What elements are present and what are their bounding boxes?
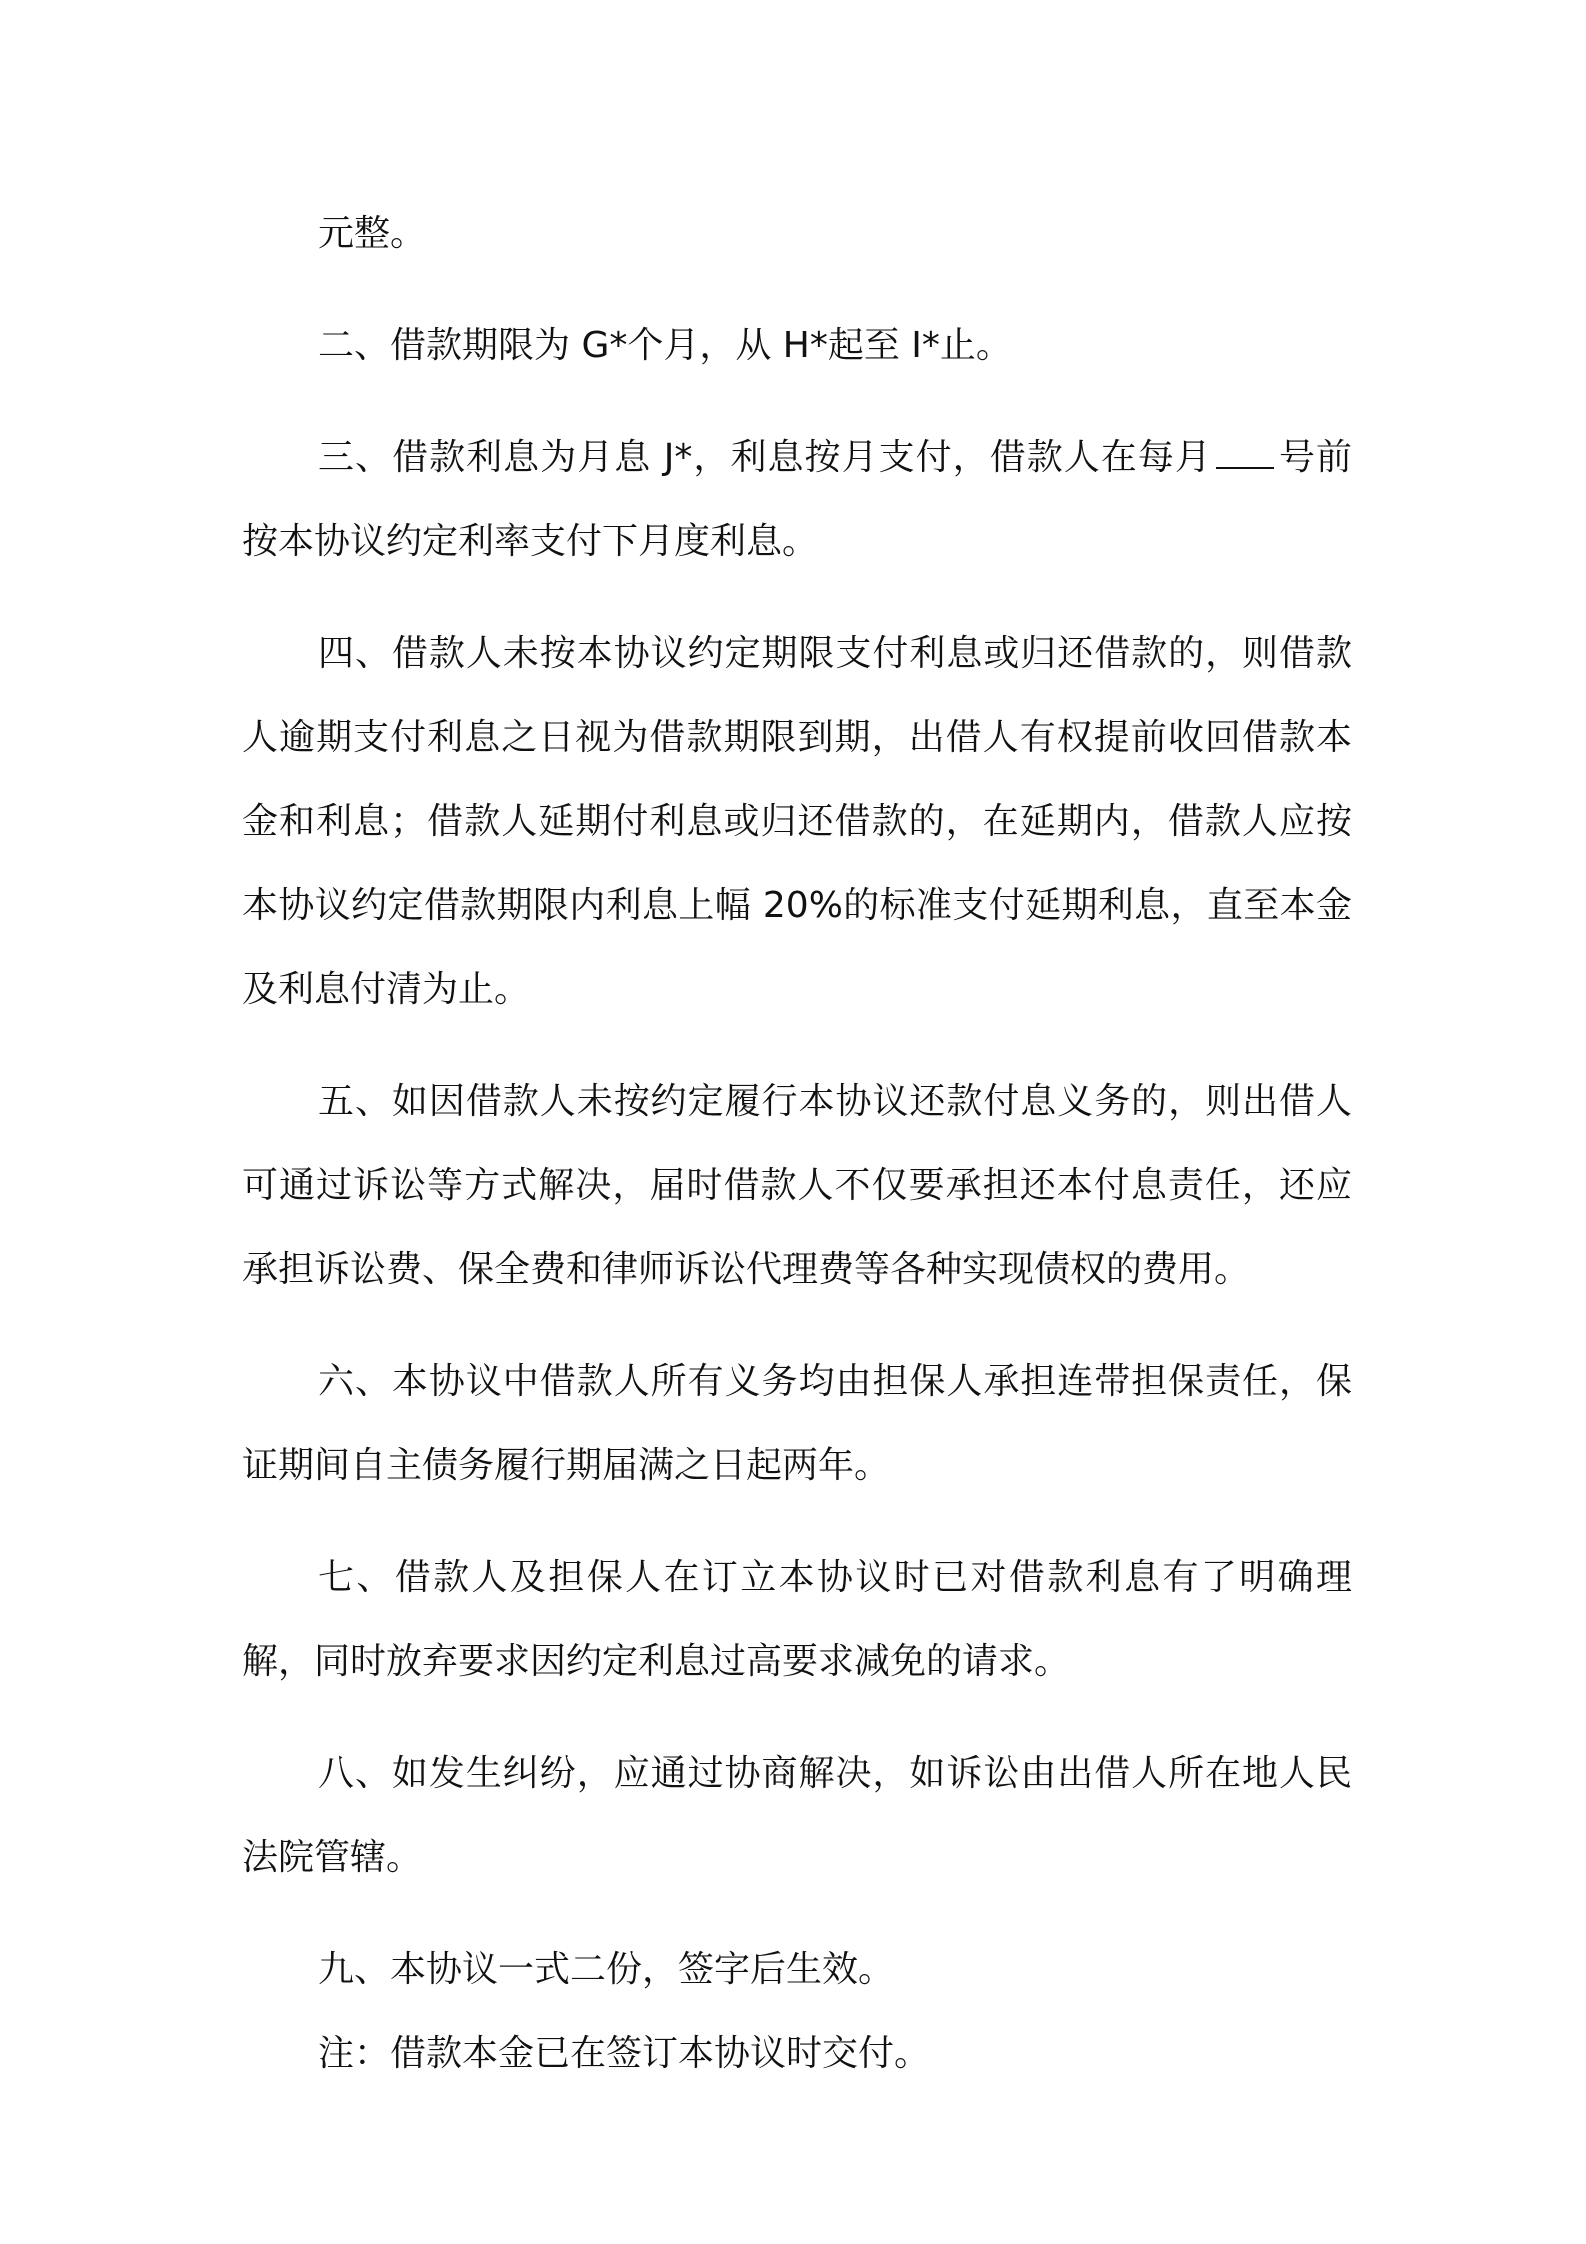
contract-body: [242, 192, 1352, 2096]
clause-loan-term: 二、借款期限为 G*个月，从 H*起至 I*止。: [318, 325, 1012, 366]
clause-interest-understanding: 七、借款人及担保人在订立本协议时已对借款利息有了明确理解，同时放弃要求因约定利息过高要求减免的请求。: [242, 1557, 1352, 1682]
clause-amount-end: 元整。: [318, 213, 427, 254]
clause-guarantee: 六、本协议中借款人所有义务均由担保人承担连带担保责任，保证期间自主债务履行期届满之日起两年。: [242, 1361, 1352, 1486]
clause-interest-part1: 三、借款利息为月息 J*，利息按月支付，借款人在每月: [318, 437, 1212, 478]
clause-interest: [242, 416, 1352, 584]
clause-litigation: 五、如因借款人未按约定履行本协议还款付息义务的，则出借人可通过诉讼等方式解决，届时借款人不仅要承担还本付息责任，还应承担诉讼费、保全费和律师诉讼代理费等各种实现债权的费用。: [242, 1081, 1352, 1290]
clause-interest-part2: 号前按本协议约定利率支付下月度利息。: [242, 437, 1352, 562]
payment-day-blank: [1216, 433, 1274, 469]
clause-copies: 九、本协议一式二份，签字后生效。: [318, 1949, 895, 1990]
clause-note: 注：借款本金已在签订本协议时交付。: [318, 2033, 931, 2074]
clause-overdue: 四、借款人未按本协议约定期限支付利息或归还借款的，则借款人逾期支付利息之日视为借款期限到期，出借人有权提前收回借款本金和利息；借款人延期付利息或归还借款的，在延期内，借款人应按本协议约定借款期限内利息上幅 20%的标准支付延期利息，直至本金及利息付清为止。: [242, 633, 1352, 1010]
clause-dispute: 八、如发生纠纷，应通过协商解决，如诉讼由出借人所在地人民法院管辖。: [242, 1753, 1352, 1878]
